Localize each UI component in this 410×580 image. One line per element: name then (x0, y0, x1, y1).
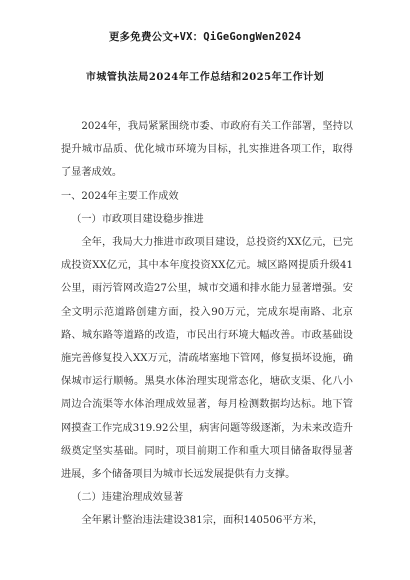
subsection-paragraph: 全年，我局大力推进市政项目建设，总投资约XX亿元，已完成投资XX亿元，其中本年度投资XX亿元。城区路网提质升级41公里，雨污管网改造27公里，城市交通和排水能力显著增强。安全文明示范道路创建方面，投入90万元，完成东堤南路、北京路、城东路等道路的改造，市民出行环境大幅改善。市政基础设施完善修复投入XX万元，清疏堵塞地下管网，修复损坏设施，确保城市运行顺畅。黑臭水体治理实现常态化，塘砍支渠、化八小周边合流渠等水体治理成效显著，每月检测数据均达标。地下管网摸查工作完成319.92公里，病害问题等级逐渐，为未来改造升级奠定坚实基础。同时，项目前期工作和重大项目储备取得显著进展，多个储备项目为城市长远发展提供有力支撑。 (61, 237, 353, 481)
subsection-heading: （一）市政项目建设稳步推进 (71, 213, 204, 225)
promo-header: 更多免费公文+VX：QiGeGongWen2024 (108, 31, 302, 43)
document-body (61, 115, 353, 533)
subsection-heading: （二）违建治理成效显著 (71, 492, 184, 504)
intro-paragraph: 2024年，我局紧紧围绕市委、市政府有关工作部署，坚持以提升城市品质、优化城市环境为目标，扎实推进各项工作，取得了显著成效。 (61, 121, 353, 179)
section-heading: 一、2024年主要工作成效 (61, 190, 179, 202)
subsection-paragraph: 全年累计整治违法建设381宗，面积140506平方米， (81, 515, 324, 527)
document-title: 市城管执法局2024年工作总结和2025年工作计划 (85, 72, 325, 83)
